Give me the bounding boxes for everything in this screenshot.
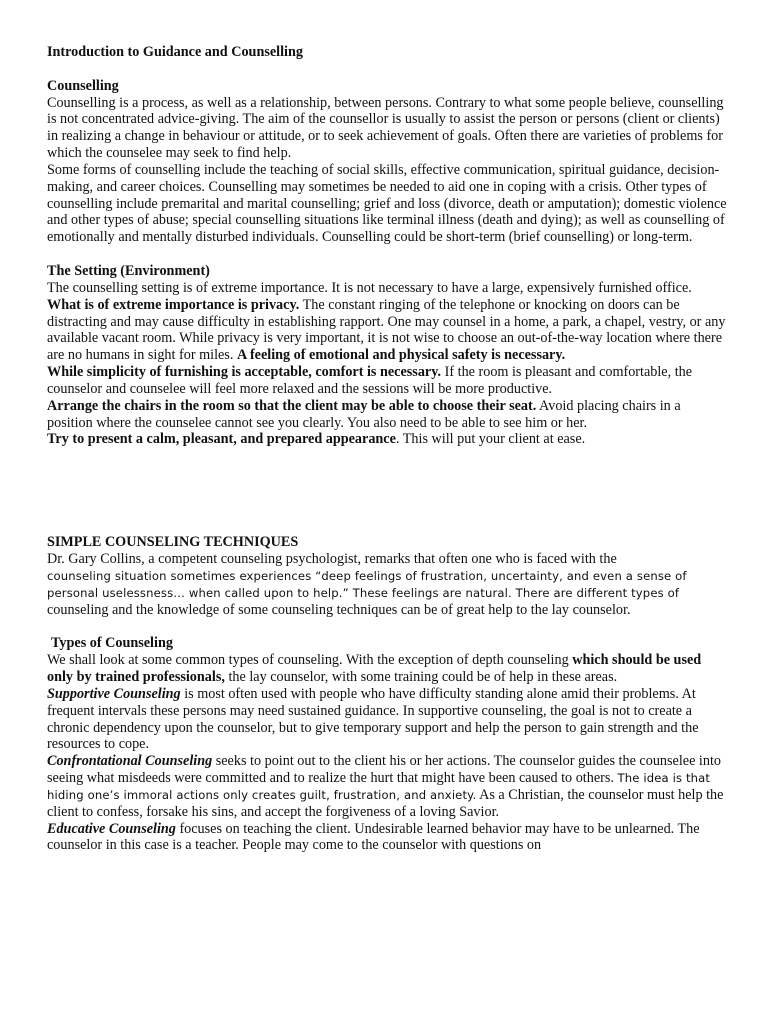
techniques-text: counseling and the knowledge of some counseling techniques can be of great help to the lay counselor. bbox=[47, 601, 631, 618]
types-emphasis-professionals: which should be used only by trained professionals, bbox=[47, 652, 702, 685]
types-paragraph-intro bbox=[47, 652, 727, 686]
confrontational-counseling-paragraph bbox=[47, 753, 727, 820]
setting-paragraph-2 bbox=[47, 364, 727, 398]
term-educative-counseling: Educative Counseling bbox=[47, 820, 176, 837]
counselling-paragraph-2: Some forms of counselling include the teaching of social skills, effective communication, spiritual guidance, decision-making, and career choices. Counselling may sometimes be needed to aid one in coping with a crisis. Other types of counselling include premarital and marital counselling; grief and loss (divorce, death or amputation); domestic violence and other types of abuse; special counselling situations like terminal illness (death and dying); as well as counselling of emotionally and mentally disturbed individuals. Counselling could be short-term (brief counselling) or long-term. bbox=[47, 161, 727, 246]
types-text: focuses on teaching the client. Undesirable learned behavior may have to be unlearned. The counselor in this case is a teacher. People may come to the counselor with questions on bbox=[47, 820, 700, 854]
document-title: Introduction to Guidance and Counselling bbox=[47, 44, 303, 60]
confrontational-alt-text: The idea is that hiding one’s immoral actions only creates guilt, frustration, and anxiety. bbox=[47, 771, 711, 802]
techniques-quote-text: counseling situation sometimes experiences “deep feelings of frustration, uncertainty, and even a sense of personal uselessness… when called upon to help.” These feelings are natural. There are different types of bbox=[47, 568, 687, 600]
types-text: We shall look at some common types of counseling. With the exception of depth counseling bbox=[47, 652, 573, 669]
section-heading-techniques: SIMPLE COUNSELING TECHNIQUES bbox=[47, 534, 299, 551]
setting-emphasis-comfort: While simplicity of furnishing is acceptable, comfort is necessary. bbox=[47, 364, 442, 381]
supportive-counseling-paragraph bbox=[47, 686, 727, 753]
term-confrontational-counseling: Confrontational Counseling bbox=[47, 753, 213, 770]
section-heading-setting: The Setting (Environment) bbox=[47, 262, 210, 279]
setting-text: Avoid placing chairs in a position where the counselee cannot see you clearly. You also need to be able to see him or her. bbox=[47, 397, 681, 431]
techniques-paragraph-1 bbox=[47, 551, 727, 618]
section-heading-types: Types of Counseling bbox=[51, 635, 173, 652]
setting-paragraph-1 bbox=[47, 280, 727, 364]
types-text: As a Christian, the counselor must help the client to confess, forsake his sins, and accept the forgiveness of a loving Savior. bbox=[47, 786, 724, 820]
section-heading-counselling: Counselling bbox=[47, 77, 119, 94]
educative-counseling-paragraph bbox=[47, 821, 727, 855]
setting-emphasis-appearance: Try to present a calm, pleasant, and prepared appearance bbox=[47, 431, 396, 448]
counselling-paragraph-1: Counselling is a process, as well as a relationship, between persons. Contrary to what some people believe, counselling is not concentrated advice-giving. The aim of the counsellor is usually to assist the person or persons (client or clients) in realizing a change in behaviour or attitude, or to seek achievement of goals. Often there are varieties of problems for which the counselee may seek to find help. bbox=[47, 94, 724, 162]
setting-text: The constant ringing of the telephone or knocking on doors can be distracting and may cause difficulty in establishing rapport. One may counsel in a home, a park, a chapel, vestry, or any available vacant room. While privacy is very important, it is not wise to choose an out-of-the-way location where there are no humans in sight for miles. bbox=[47, 296, 726, 364]
setting-emphasis-chairs: Arrange the chairs in the room so that the client may be able to choose their seat. bbox=[47, 397, 537, 414]
types-text: is most often used with people who have difficulty standing alone amid their problems. At frequent intervals these persons may need sustained guidance. In supportive counseling, the goal is not to create a chronic dependency upon the counselor, but to give temporary support and help the person to gain strength and the resources to cope. bbox=[47, 685, 699, 753]
setting-emphasis-safety: A feeling of emotional and physical safety is necessary. bbox=[236, 347, 566, 364]
setting-emphasis-privacy: What is of extreme importance is privacy. bbox=[47, 296, 300, 313]
setting-paragraph-4 bbox=[47, 431, 727, 448]
setting-text: The counselling setting is of extreme importance. It is not necessary to have a large, expensively furnished office. bbox=[47, 279, 692, 296]
setting-text: . This will put your client at ease. bbox=[395, 431, 586, 448]
setting-text: If the room is pleasant and comfortable, the counselor and counselee will feel more relaxed and the sessions will be more productive. bbox=[47, 364, 693, 397]
term-supportive-counseling: Supportive Counseling bbox=[47, 685, 181, 702]
document-page bbox=[47, 44, 727, 854]
types-text: seeks to point out to the client his or her actions. The counselor guides the counselee into seeing what misdeeds were committed and to realize the hurt that might have been caused to others. bbox=[47, 753, 721, 787]
setting-paragraph-3 bbox=[47, 398, 727, 432]
types-text: the lay counselor, with some training could be of help in these areas. bbox=[224, 669, 618, 685]
techniques-text: Dr. Gary Collins, a competent counseling psychologist, remarks that often one who is faced with the bbox=[47, 551, 617, 568]
